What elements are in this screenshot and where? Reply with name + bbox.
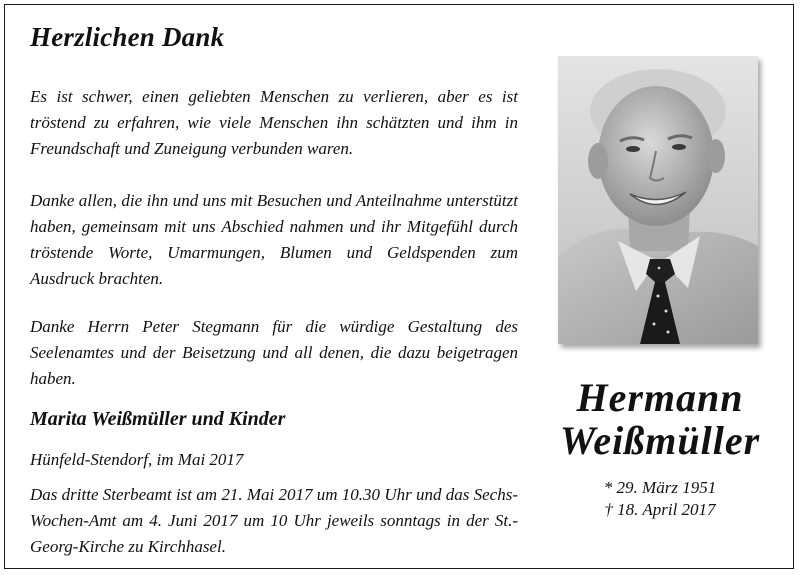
death-date: † 18. April 2017: [604, 500, 716, 519]
signer-name: Marita Weißmüller und Kinder: [30, 408, 286, 430]
portrait-image: [558, 56, 758, 344]
thanks-paragraph-2: Danke allen, die ihn und uns mit Besuchen und Anteilnahme unterstützt haben, gemeinsam mit uns Abschied nahmen und ihr Mitgefühl durch tröstende Worte, Umarmungen, Blumen und Geldspenden zum Ausdruck brachten.: [30, 191, 518, 288]
notice-heading: Herzlichen Dank: [30, 22, 225, 52]
thanks-paragraph-3: Danke Herrn Peter Stegmann für die würdige Gestaltung des Seelenamtes und der Beisetzung und all denen, die dazu beigetragen haben.: [30, 317, 518, 388]
portrait-photo: [558, 56, 758, 344]
birth-date: * 29. März 1951: [603, 478, 717, 497]
deceased-last-name: Weißmüller: [559, 418, 761, 463]
place-date: Hünfeld-Stendorf, im Mai 2017: [30, 450, 244, 469]
deceased-first-name: Hermann: [576, 375, 744, 420]
thanks-paragraph-1: Es ist schwer, einen geliebten Menschen zu verlieren, aber es ist tröstend zu erfahren, wie viele Menschen ihn schätzten und ihm in Freundschaft und Zuneigung verbunden waren.: [30, 87, 518, 158]
service-info: Das dritte Sterbeamt ist am 21. Mai 2017 um 10.30 Uhr und das Sechs-Wochen-Amt am 4. Juni 2017 um 10 Uhr jeweils sonntags in der St.-Georg-Kirche zu Kirchhasel.: [30, 485, 518, 556]
